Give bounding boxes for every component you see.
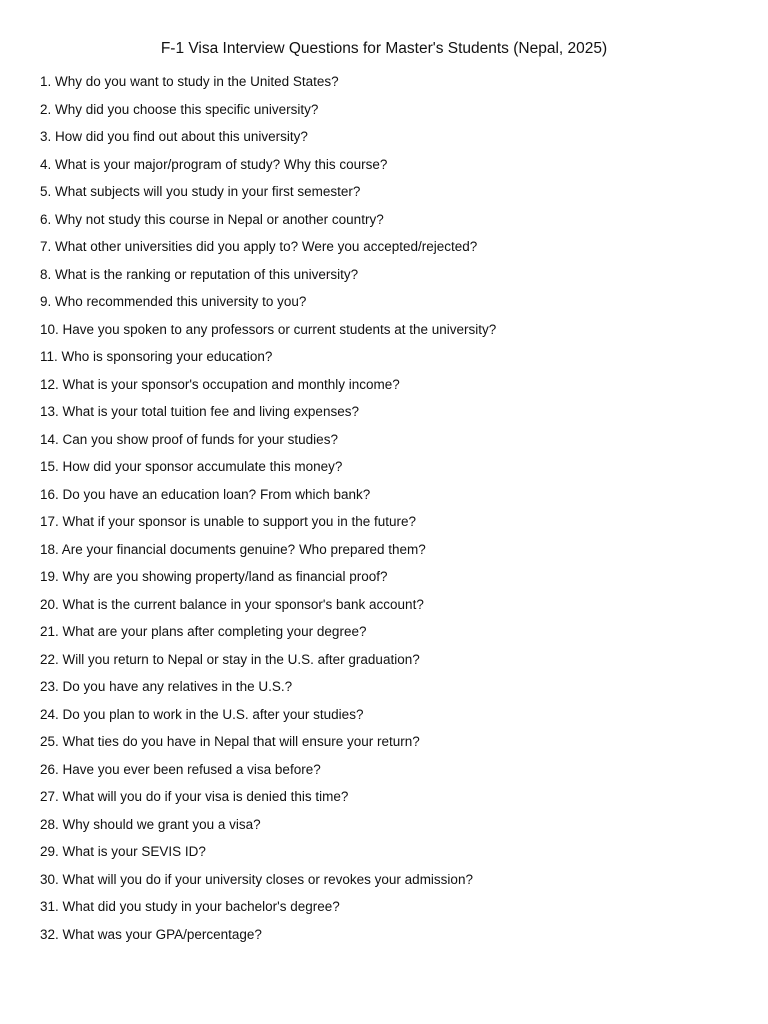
question-text: Why not study this course in Nepal or another country?: [55, 211, 384, 227]
question-text: Why should we grant you a visa?: [62, 816, 261, 832]
question-number: 8.: [40, 266, 52, 282]
question-item: [40, 71, 740, 99]
question-item: [40, 429, 740, 457]
question-item: [40, 291, 740, 319]
document-title: F-1 Visa Interview Questions for Master's Students (Nepal, 2025): [160, 40, 608, 57]
question-text: What if your sponsor is unable to support you in the future?: [62, 514, 416, 529]
question-text: Why are you showing property/land as financial proof?: [62, 569, 388, 584]
question-item: [40, 731, 740, 759]
question-text: Who recommended this university to you?: [55, 294, 307, 309]
question-item: [40, 484, 740, 512]
question-item: [40, 99, 740, 127]
question-number: 17.: [40, 514, 59, 529]
question-item: [40, 924, 740, 952]
question-number: 4.: [40, 156, 52, 172]
question-number: 7.: [40, 239, 52, 254]
question-number: 21.: [40, 624, 59, 639]
question-text: What is your sponsor's occupation and monthly income?: [62, 376, 400, 392]
question-text: What is your SEVIS ID?: [62, 844, 206, 859]
question-item: [40, 126, 740, 154]
question-number: 3.: [40, 129, 52, 144]
question-item: [40, 511, 740, 539]
question-item: [40, 264, 740, 292]
question-number: 1.: [40, 74, 52, 89]
question-number: 29.: [40, 844, 59, 859]
question-item: [40, 374, 740, 402]
question-item: [40, 566, 740, 594]
question-number: 24.: [40, 706, 59, 722]
question-item: [40, 401, 740, 429]
question-text: What will you do if your university closes or revokes your admission?: [62, 871, 473, 887]
question-text: What ties do you have in Nepal that will ensure your return?: [62, 734, 420, 749]
question-text: How did you find out about this university?: [55, 129, 308, 144]
question-item: [40, 594, 740, 622]
question-number: 18.: [40, 541, 59, 557]
question-text: What did you study in your bachelor's degree?: [62, 899, 340, 914]
question-item: [40, 154, 740, 182]
question-number: 15.: [40, 459, 59, 474]
question-item: [40, 621, 740, 649]
question-number: 14.: [40, 431, 59, 447]
question-text: What is the ranking or reputation of this university?: [55, 266, 359, 282]
question-text: Have you ever been refused a visa before?: [62, 761, 321, 777]
question-item: [40, 456, 740, 484]
question-text: What other universities did you apply to? Were you accepted/rejected?: [55, 239, 478, 254]
question-item: [40, 869, 740, 897]
question-text: Do you have an education loan? From which bank?: [62, 486, 371, 502]
question-item: [40, 346, 740, 374]
question-number: 23.: [40, 679, 59, 694]
question-item: [40, 539, 740, 567]
question-item: [40, 649, 740, 677]
question-text: Do you have any relatives in the U.S.?: [62, 679, 293, 694]
question-item: [40, 841, 740, 869]
question-number: 25.: [40, 734, 59, 749]
question-number: 31.: [40, 899, 59, 914]
question-text: What is your total tuition fee and living expenses?: [62, 404, 359, 419]
question-item: [40, 236, 740, 264]
question-number: 27.: [40, 789, 59, 804]
question-number: 22.: [40, 651, 59, 667]
question-number: 20.: [40, 596, 59, 612]
question-number: 19.: [40, 569, 59, 584]
question-number: 10.: [40, 321, 59, 337]
question-text: Who is sponsoring your education?: [61, 349, 273, 364]
question-item: [40, 209, 740, 237]
question-number: 9.: [40, 294, 52, 309]
question-text: Why did you choose this specific university?: [55, 101, 319, 117]
question-text: What was your GPA/percentage?: [62, 926, 262, 942]
question-number: 2.: [40, 101, 52, 117]
question-text: Are your financial documents genuine? Who prepared them?: [61, 541, 426, 557]
question-item: [40, 704, 740, 732]
question-item: [40, 676, 740, 704]
question-text: What will you do if your visa is denied this time?: [62, 789, 349, 804]
question-number: 12.: [40, 376, 59, 392]
question-number: 6.: [40, 211, 52, 227]
question-text: What are your plans after completing your degree?: [62, 624, 367, 639]
question-number: 26.: [40, 761, 59, 777]
question-item: [40, 814, 740, 842]
question-text: Do you plan to work in the U.S. after your studies?: [62, 706, 364, 722]
question-number: 11.: [40, 349, 58, 364]
question-item: [40, 319, 740, 347]
question-number: 5.: [40, 184, 52, 199]
question-text: How did your sponsor accumulate this money?: [62, 459, 343, 474]
question-number: 32.: [40, 926, 59, 942]
question-item: [40, 181, 740, 209]
question-number: 13.: [40, 404, 59, 419]
question-number: 30.: [40, 871, 59, 887]
question-text: Have you spoken to any professors or current students at the university?: [62, 321, 497, 337]
question-number: 28.: [40, 816, 59, 832]
question-item: [40, 786, 740, 814]
question-item: [40, 896, 740, 924]
question-text: What is the current balance in your sponsor's bank account?: [62, 596, 424, 612]
question-list: [40, 71, 740, 951]
question-text: What is your major/program of study? Why this course?: [55, 156, 388, 172]
question-text: Can you show proof of funds for your studies?: [62, 431, 338, 447]
question-number: 16.: [40, 486, 59, 502]
question-text: Why do you want to study in the United States?: [55, 74, 339, 89]
question-text: Will you return to Nepal or stay in the U.S. after graduation?: [62, 651, 420, 667]
question-item: [40, 759, 740, 787]
question-text: What subjects will you study in your first semester?: [55, 184, 361, 199]
